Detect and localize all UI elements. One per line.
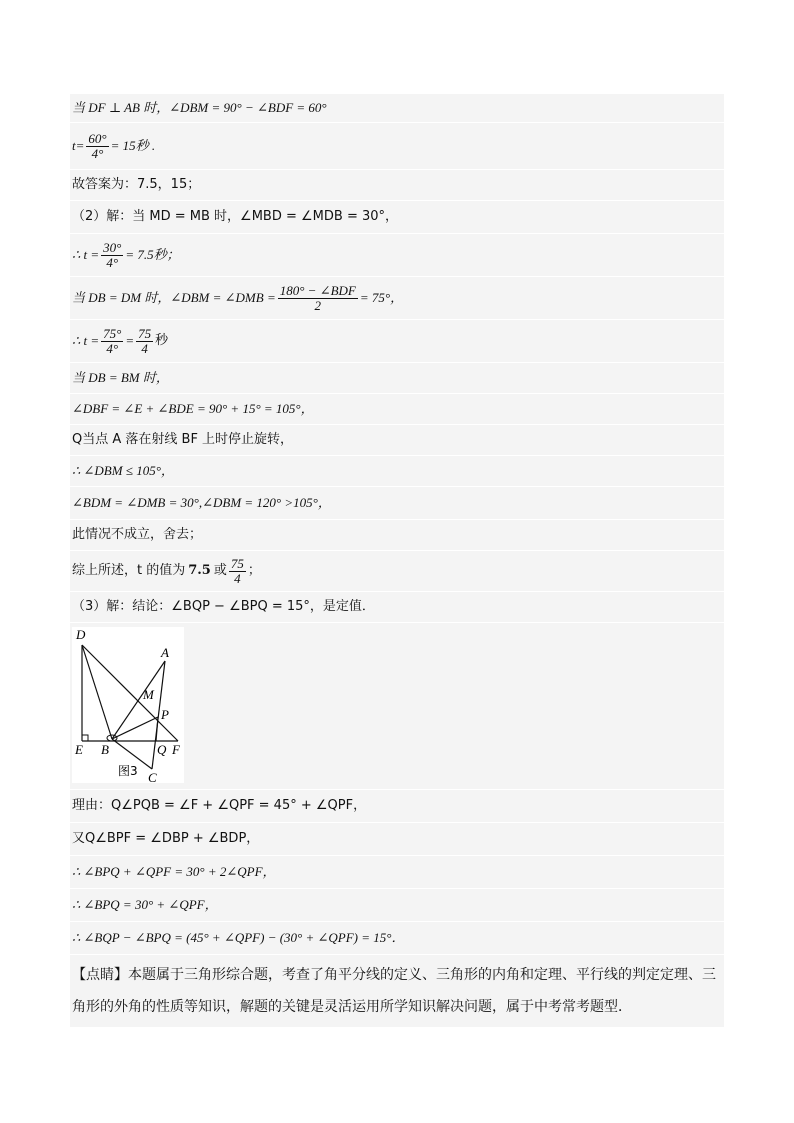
line-14-suffix: ；	[247, 563, 261, 578]
line-17	[70, 823, 724, 856]
fraction	[229, 557, 246, 586]
fraction-numerator: 75	[230, 555, 244, 571]
label-q: Q	[157, 742, 167, 757]
line-9-text: ∠DBF = ∠E + ∠BDE = 90° + 15° = 105°，	[72, 401, 314, 416]
line-3	[70, 170, 724, 201]
fraction-denominator: 2	[314, 297, 322, 313]
line-2	[70, 123, 724, 170]
fraction-denominator: 4	[234, 570, 241, 586]
fraction-denominator: 4°	[106, 254, 119, 270]
label-e: E	[75, 742, 83, 757]
line-6	[70, 277, 724, 320]
line-15-text: （3）解：结论：∠BQP − ∠BPQ = 15°，是定值．	[72, 599, 375, 614]
line-5	[70, 234, 724, 277]
line-16	[70, 790, 724, 823]
line-10-text: Q当点 A 落在射线 BF 上时停止旋转，	[72, 432, 294, 447]
line-12	[70, 487, 724, 520]
line-5-prefix: ∴ t =	[72, 247, 100, 262]
line-13	[70, 520, 724, 551]
fraction-numerator: 30°	[103, 239, 122, 255]
line-9	[70, 394, 724, 425]
label-m: M	[143, 687, 154, 702]
line-4	[70, 201, 724, 234]
line-4-text: （2）解：当 MD = MB 时，∠MBD = ∠MDB = 30°，	[72, 209, 399, 224]
line-3-text: 故答案为：7.5，15；	[72, 177, 201, 192]
line-14-prefix: 综上所述，t 的值为	[72, 563, 186, 578]
line-2-prefix: t=	[72, 138, 85, 153]
figure-row	[70, 623, 724, 790]
line-19	[70, 889, 724, 922]
line-8	[70, 363, 724, 394]
line-10	[70, 425, 724, 456]
geometry-figure-3	[72, 627, 184, 783]
line-1	[70, 94, 724, 123]
fraction-denominator: 4°	[106, 340, 119, 356]
line-7	[70, 320, 724, 363]
line-7-suffix: 秒	[155, 333, 169, 348]
label-f: F	[172, 742, 180, 757]
line-18-text: ∴ ∠BPQ + ∠QPF = 30° + 2∠QPF，	[72, 864, 276, 879]
line-17-text: 又Q∠BPF = ∠DBP + ∠BDP，	[72, 831, 260, 846]
fraction	[86, 132, 108, 161]
fraction-numerator: 180° − ∠BDF	[279, 282, 356, 298]
fraction	[136, 327, 153, 356]
equals-sign: =	[125, 333, 135, 348]
line-14-or: 或	[213, 563, 227, 578]
fraction	[278, 284, 358, 313]
fraction	[101, 241, 123, 270]
fraction-denominator: 4	[141, 340, 148, 356]
line-7-prefix: ∴ t =	[72, 333, 100, 348]
line-16-text: 理由：Q∠PQB = ∠F + ∠QPF = 45° + ∠QPF，	[72, 798, 367, 813]
fraction-numerator: 60°	[88, 130, 107, 146]
line-20	[70, 922, 724, 955]
line-14	[70, 551, 724, 592]
fraction-denominator: 4°	[91, 145, 104, 161]
line-8-text: 当 DB = BM 时，	[72, 370, 169, 385]
line-11-text: ∴ ∠DBM ≤ 105°，	[72, 463, 174, 478]
line-1-text: 当 DF ⊥ AB 时，∠DBM = 90° − ∠BDF = 60°	[72, 100, 327, 115]
line-12-text: ∠BDM = ∠DMB = 30°,∠DBM = 120° >105°，	[72, 495, 331, 510]
note-text: 【点睛】本题属于三角形综合题，考查了角平分线的定义、三角形的内角和定理、平行线的判定定理、三角形的外角的性质等知识，解题的关键是灵活运用所学知识解决问题，属于中考常考题型．	[72, 967, 716, 1015]
line-20-text: ∴ ∠BQP − ∠BPQ = (45° + ∠QPF) − (30° + ∠QPF) = 15°．	[72, 930, 405, 945]
solution-content	[70, 94, 724, 1028]
label-c: C	[148, 770, 157, 783]
fraction-numerator: 75	[138, 325, 152, 341]
line-5-suffix: = 7.5秒；	[125, 247, 180, 262]
label-a: A	[161, 645, 169, 660]
label-b: B	[101, 742, 109, 757]
label-p: P	[161, 707, 169, 722]
line-6-prefix: 当 DB = DM 时，∠DBM = ∠DMB =	[72, 290, 276, 305]
line-15	[70, 592, 724, 623]
line-13-text: 此情况不成立，舍去；	[72, 527, 203, 542]
line-2-suffix: = 15秒 .	[110, 138, 156, 153]
fraction-numerator: 75°	[103, 325, 122, 341]
note-paragraph	[70, 955, 724, 1028]
line-6-suffix: = 75°，	[359, 290, 404, 305]
figure-caption: 图3	[118, 764, 138, 778]
label-d: D	[76, 627, 86, 642]
answer-value: 7.5	[188, 563, 211, 578]
fraction	[101, 327, 123, 356]
line-11	[70, 456, 724, 487]
line-18	[70, 856, 724, 889]
line-19-text: ∴ ∠BPQ = 30° + ∠QPF，	[72, 897, 218, 912]
